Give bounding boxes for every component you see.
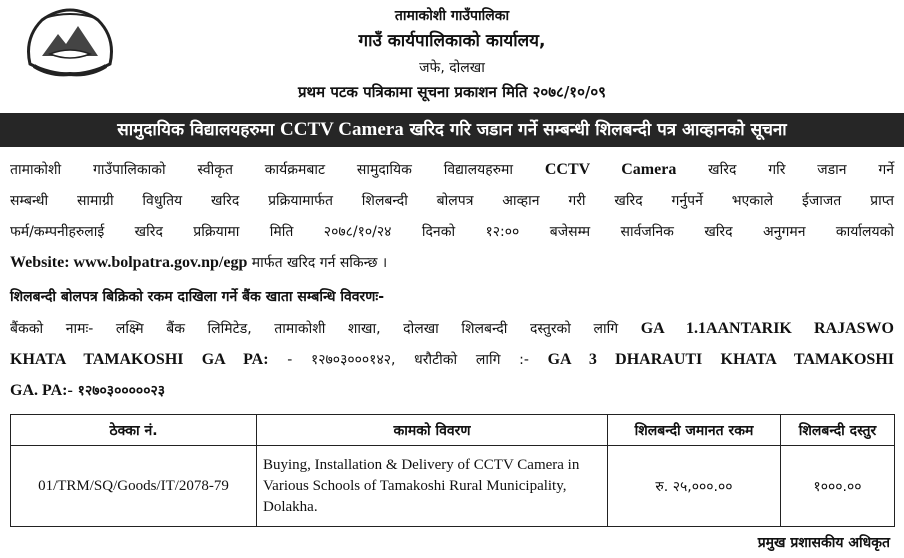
body-line-1 xyxy=(10,160,894,179)
body-line-2: सम्बन्धी सामाग्री विधुतिय खरिद प्रक्रियामार्फत शिलबन्दी बोलपत्र आव्हान गरी खरिद गर्नुपर्ने भएकाले ईजाजत प्राप्त xyxy=(10,193,894,209)
cell-description: Buying, Installation & Delivery of CCTV Camera in Various Schools of Tamakoshi Rural Municipality, Dolakha. xyxy=(257,446,608,527)
body-line-1c: खरिद गरि जडान गर्ने xyxy=(676,162,894,178)
body-line-4 xyxy=(10,253,894,272)
municipality-name: तामाकोशी गाउँपालिका xyxy=(394,8,510,24)
notice-title-banner xyxy=(0,113,904,147)
bank-line-2 xyxy=(10,350,894,369)
notice-title-part3: खरिद गरि जडान गर्ने सम्बन्धी शिलबन्दी पत्र आव्हानको सूचना xyxy=(403,120,787,140)
office-name: गाउँ कार्यपालिकाको कार्यालय, xyxy=(358,31,546,51)
bank-line-1a: बैंकको नामः- लक्ष्मि बैंक लिमिटेड, तामाकोशी शाखा, दोलखा शिलबन्दी दस्तुरको लागि xyxy=(10,321,641,337)
col-header-fee: शिलबन्दी दस्तुर xyxy=(781,415,895,446)
bank-line-1 xyxy=(10,319,894,338)
website-link[interactable]: Website: www.bolpatra.gov.np/egp xyxy=(10,254,248,271)
office-address: जफे, दोलखा xyxy=(419,60,485,76)
col-header-bid-security: शिलबन्दी जमानत रकम xyxy=(608,415,781,446)
publication-date: प्रथम पटक पत्रिकामा सूचना प्रकाशन मिति २०७८/१०/०९ xyxy=(298,83,606,101)
signatory: प्रमुख प्रशासकीय अधिकृत xyxy=(757,535,890,551)
col-header-contract-no: ठेक्का नं. xyxy=(11,415,257,446)
cell-fee: १०००.०० xyxy=(781,446,895,527)
table-header-row xyxy=(11,415,895,446)
bank-line-2a: KHATA TAMAKOSHI GA PA: xyxy=(10,351,269,368)
body-line-1a: तामाकोशी गाउँपालिकाको स्वीकृत कार्यक्रमबाट सामुदायिक विद्यालयहरुमा xyxy=(10,162,545,178)
bank-line-3 xyxy=(10,381,894,400)
body-line-4b: मार्फत खरिद गर्न सकिन्छ । xyxy=(247,255,388,271)
bank-line-3a: GA. PA:- xyxy=(10,382,73,399)
col-header-description: कामको विवरण xyxy=(257,415,608,446)
cell-contract-no: 01/TRM/SQ/Goods/IT/2078-79 xyxy=(11,446,257,527)
body-line-1b: CCTV Camera xyxy=(544,161,677,178)
notice-title-part2: CCTV Camera xyxy=(280,119,404,140)
notice-title-part1: सामुदायिक विद्यालयहरुमा xyxy=(117,120,281,140)
cell-bid-security: रु. २५,०००.०० xyxy=(608,446,781,527)
table-row xyxy=(11,446,895,527)
bank-heading: शिलबन्दी बोलपत्र बिक्रिको रकम दाखिला गर्ने बैंक खाता सम्बन्धि विवरणः- xyxy=(10,289,385,305)
bank-line-2b: - १२७०३०००१४२, धरौटीको लागि :- xyxy=(268,352,548,368)
bank-line-3b: १२७०३०००००२३ xyxy=(72,383,166,399)
bank-line-2c: GA 3 DHARAUTI KHATA TAMAKOSHI xyxy=(547,351,895,368)
tender-table xyxy=(10,414,895,527)
body-line-3: फर्म/कम्पनीहरुलाई खरिद प्रक्रियामा मिति २०७८/१०/२४ दिनको १२:०० बजेसम्म सार्वजनिक खरिद अनुगमन कार्यालयको xyxy=(10,224,894,240)
bank-line-1b: GA 1.1AANTARIK RAJASWO xyxy=(640,320,895,337)
